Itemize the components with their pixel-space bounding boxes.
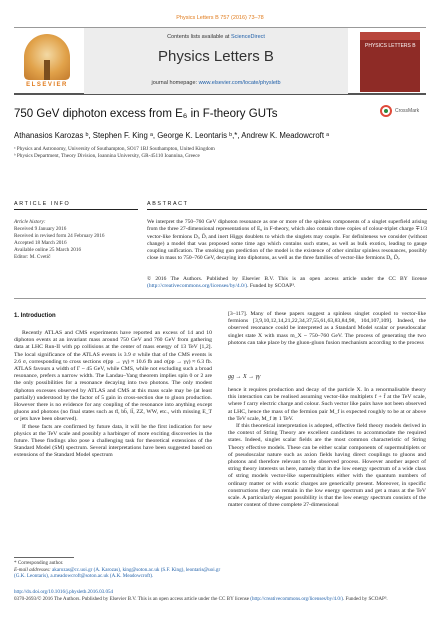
equation: gg → X → γγ xyxy=(228,374,261,380)
body-column-right-continued xyxy=(228,387,426,509)
affiliations xyxy=(14,146,426,160)
email-links[interactable]: akarozas@cc.uoi.gr (A. Karozas), king@soton.ac.uk (S.F. King), leontaris@uoi.gr (G.K. Leontaris), a.meadowcroft@soton.ac.uk (A.K. Meadowcroft). xyxy=(14,566,221,580)
article-title: 750 GeV diphoton excess from E₆ in F-theory GUTs xyxy=(14,108,278,120)
contents-line: Contents lists available at ScienceDirect xyxy=(167,34,265,40)
body-column-right xyxy=(228,311,426,347)
journal-cover-thumbnail[interactable] xyxy=(360,32,420,92)
doi-link[interactable]: http://dx.doi.org/10.1016/j.physletb.2016.03.054 xyxy=(14,589,114,595)
author-list[interactable]: Athanasios Karozas ᵇ, Stephen F. King ᵃ, George K. Leontaris ᵇ,*, Andrew K. Meadowcroft ᵃ xyxy=(14,131,330,140)
divider xyxy=(14,298,426,299)
body-paragraph: Recently ATLAS and CMS experiments have reported an excess of 14 and 10 diphoton events at an invariant mass around 750 GeV and 760 GeV from gathering data at LHC Run-II with pp collisions at the center of mass energy of 13 TeV [1,2]. The local significance of the ATLAS events is 3.9 σ while that of the CMS events is 2.6 σ, corresponding to cross sections σ(pp → γγ) ≈ 10.6 fb and σ(pp → γγ) ≈ 6.3 fb. ATLAS favours a width of Γ ~ 45 GeV, while CMS, while not excluding such a broad resonance, prefers a narrow width. The Landau–Yang theorem implies spin 0 or 2 are the only possibilities for a resonance decaying into two photons. The only modest diphoton excesses observed by ATLAS and CMS at this mass scale may be (at least partially) understood by the factor of 5 gain in cross-section due to gluon production. However there is no evidence for any coupling of the resonance into anything except gluons and photons (no final states such as tt̄, bb̄, ll̄, ZZ, WW, etc., with missing E_T or jets have been observed). xyxy=(14,330,212,423)
homepage-link[interactable]: www.elsevier.com/locate/physletb xyxy=(198,80,281,86)
journal-name: Physics Letters B xyxy=(158,48,274,65)
journal-citation[interactable]: Physics Letters B 757 (2016) 73–78 xyxy=(176,15,264,21)
journal-header xyxy=(14,27,426,95)
history-label: Article history: xyxy=(14,219,46,225)
license-link[interactable]: (http://creativecommons.org/licenses/by/4.0/) xyxy=(147,283,248,290)
history-online: Available online 25 March 2016 xyxy=(14,247,82,253)
article-footer xyxy=(14,589,426,602)
journal-homepage: journal homepage: www.elsevier.com/locate/physletb xyxy=(151,80,281,86)
history-editor: Editor: M. Cvetič xyxy=(14,254,51,260)
cover-title: PHYSICS LETTERS B xyxy=(365,43,416,49)
body-paragraph: If these facts are confirmed by future data, it will be the first indication for new physics at the TeV scale and possibly a harbinger of more exciting discoveries in the future. These findings also pose a challenging task for theoretical extensions of the Standard Model (SM) spectrum. Several interpretations have been suggested based on extensions of the Standard Model spectrum xyxy=(14,423,212,459)
sciencedirect-link[interactable]: ScienceDirect xyxy=(230,34,265,40)
body-paragraph: If this theoretical interpretation is adopted, effective field theory models derived in the context of String Theory are excellent candidates to accommodate the required states. Indeed, singlet scalar fields are the most common characteristic of String Theory effective models. These can be either scalar components of supermultiplets or of pseudoscalar nature such as axion fields having direct couplings to gluons and photons and therefore relevant to the observed process. However another aspect of string theory interests us here, namely that in the low energy spectrum of a wide class of string models vector-like supermultiplets either with the quantum numbers of ordinary matter or with exotic charges are generically present. Moreover, in specific constructions they can remain in the low energy spectrum and get a mass at the TeV scale. A particularly elegant possibility is that the low energy spectrum consists of the matter content of three complete 27-dimensional xyxy=(228,423,426,509)
footnotes xyxy=(14,560,224,580)
history-received: Received 9 January 2016 xyxy=(14,226,67,232)
license-statement: 0370-2693/© 2016 The Authors. Published by Elsevier B.V. This is an open access article under the CC BY license (http://creativecommons.org/licenses/by/4.0/). Funded by SCOAP³. xyxy=(14,595,388,602)
corresponding-author-note: * Corresponding author. xyxy=(14,560,64,566)
divider xyxy=(147,209,427,210)
body-column-left xyxy=(14,330,212,460)
history-accepted: Accepted 18 March 2016 xyxy=(14,240,67,246)
body-paragraph: [3–117]. Many of these papers suggest a spinless singlet coupled to vector-like fermions [3,9,10,12,14,21,22,34,37,55,61,63,83,84,98, 104,107,109]. Indeed, the observed resonance could be interpreted as a Standard Model scalar or pseudoscalar singlet state X with mass m_X ~ 750–760 GeV. The process of generating the two photons can take place by the gluon-gluon fusion mechanism according to the process xyxy=(228,311,426,346)
article-history xyxy=(14,219,138,261)
crossmark-badge[interactable] xyxy=(380,105,419,117)
history-revised: Received in revised form 24 February 2016 xyxy=(14,233,105,239)
article-info-heading: ARTICLE INFO xyxy=(14,201,71,207)
crossmark-label: CrossMark xyxy=(395,108,420,114)
email-addresses: E-mail addresses: akarozas@cc.uoi.gr (A. Karozas), king@soton.ac.uk (S.F. King), leontaris@uoi.gr (G.K. Leontaris), a.meadowcroft@soton.ac.uk (A.K. Meadowcroft). xyxy=(14,566,221,580)
body-paragraph: hence it requires production and decay of the particle X. In a renormalisable theory this interaction can be realised assuming vector-like multiplets f + f̄ at the TeV scale, where f carry electric charge and colour. Such vector like pairs have not been observed at LHC, hence the mass of the fermion pair M_f is expected roughly to be at or above the TeV scale, M_f ≳ 1 TeV. xyxy=(228,387,426,422)
divider xyxy=(14,557,74,558)
abstract-copyright: © 2016 The Authors. Published by Elsevier B.V. This is an open access article under the CC BY license (http://creativecommons.org/licenses/by/4.0/). Funded by SCOAP³. xyxy=(147,276,427,290)
journal-banner xyxy=(84,28,348,94)
footer-license-link[interactable]: (http://creativecommons.org/licenses/by/4.0/) xyxy=(250,595,343,602)
affiliation-b: ᵇ Physics Department, Theory Division, Ioannina University, GR-45110 Ioannina, Greece xyxy=(14,153,200,159)
section-heading-introduction: 1. Introduction xyxy=(14,313,56,319)
crossmark-icon xyxy=(380,105,392,117)
publisher-logo-text: ELSEVIER xyxy=(26,82,68,88)
abstract-heading: ABSTRACT xyxy=(147,201,189,207)
divider xyxy=(14,209,138,210)
abstract-text: We interpret the 750–760 GeV diphoton resonance as one or more of the spinless components of a singlet superfield arising from the three 27-dimensional representations of E₆ in F-theory, which also contain three copies of colour-triplet charge ∓1/3 vector-like fermions Dᵢ, D̄ᵢ and inert Higgs doublets to which the singlets may couple. For definiteness we consider (without change) a model that was proposed some time ago which contains such states, as well as bulk exotics, leading to gauge coupling unification. The smoking gun prediction of the model is the existence of other similar spinless resonances, possibly close in mass to 750–760 GeV, decaying into diphotons, as well as the three families of vector-like fermions Dᵢ, D̄ᵢ. xyxy=(147,219,427,262)
elsevier-logo[interactable] xyxy=(18,32,76,90)
affiliation-a: ᵃ Physics and Astronomy, University of Southampton, SO17 1BJ Southampton, United Kingdom xyxy=(14,146,215,152)
